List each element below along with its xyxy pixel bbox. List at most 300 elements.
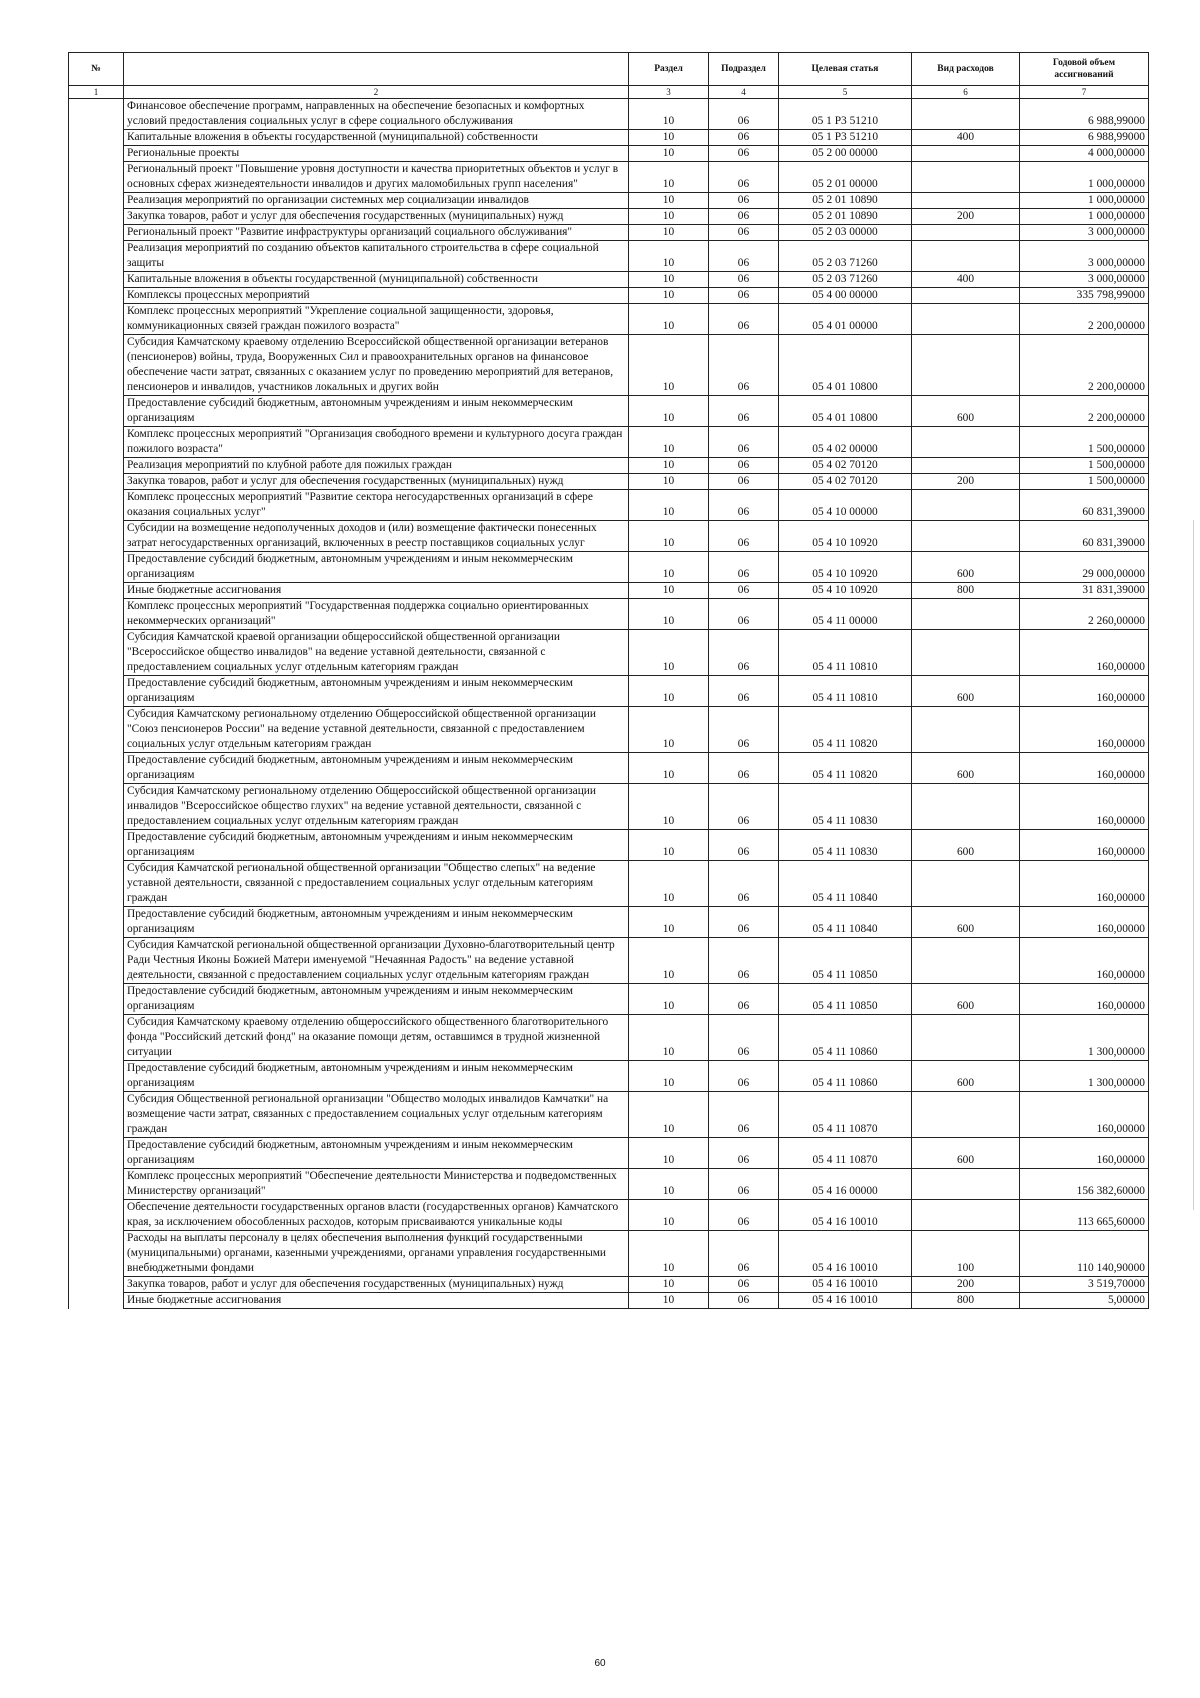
row-razdel: 10 xyxy=(629,1231,709,1277)
row-expense-type xyxy=(912,521,1020,552)
row-target-article: 05 2 03 71260 xyxy=(779,241,912,272)
row-number-cell xyxy=(69,676,124,707)
table-body xyxy=(69,99,1149,1309)
row-number-cell xyxy=(69,552,124,583)
row-razdel: 10 xyxy=(629,784,709,830)
row-name: Субсидия Камчатской краевой организации общероссийской общественной организации "Всероссийское общество инвалидов" на ведение уставной деятельности, связанной с предоставлением социальных услуг отдельным категориям граждан xyxy=(124,630,629,676)
row-annual-amount: 4 000,00000 xyxy=(1020,146,1149,162)
row-annual-amount: 1 300,00000 xyxy=(1020,1061,1149,1092)
row-razdel: 10 xyxy=(629,396,709,427)
row-razdel: 10 xyxy=(629,193,709,209)
row-podrazdel: 06 xyxy=(709,676,779,707)
header-row xyxy=(69,53,1149,86)
row-annual-amount: 160,00000 xyxy=(1020,907,1149,938)
header-number: № xyxy=(69,53,124,86)
row-target-article: 05 4 10 10920 xyxy=(779,521,912,552)
row-razdel: 10 xyxy=(629,521,709,552)
row-number-cell xyxy=(69,1169,124,1200)
row-podrazdel: 06 xyxy=(709,984,779,1015)
table-row xyxy=(69,193,1149,209)
row-annual-amount: 160,00000 xyxy=(1020,707,1149,753)
row-number-cell xyxy=(69,784,124,830)
row-target-article: 05 2 00 00000 xyxy=(779,146,912,162)
row-number-cell xyxy=(69,1092,124,1138)
row-razdel: 10 xyxy=(629,1277,709,1293)
table-row xyxy=(69,272,1149,288)
row-annual-amount: 1 300,00000 xyxy=(1020,1015,1149,1061)
row-name: Субсидии на возмещение недополученных доходов и (или) возмещение фактически понесенных затрат негосударственных организаций, включенных в реестр поставщиков социальных услуг xyxy=(124,521,629,552)
row-expense-type xyxy=(912,162,1020,193)
row-annual-amount: 160,00000 xyxy=(1020,1092,1149,1138)
row-expense-type: 200 xyxy=(912,209,1020,225)
row-number-cell xyxy=(69,599,124,630)
row-expense-type xyxy=(912,490,1020,521)
header-index: 3 xyxy=(629,86,709,99)
row-razdel: 10 xyxy=(629,99,709,130)
row-podrazdel: 06 xyxy=(709,1092,779,1138)
table-row xyxy=(69,396,1149,427)
table-row xyxy=(69,753,1149,784)
table-row xyxy=(69,552,1149,583)
row-annual-amount: 5,00000 xyxy=(1020,1293,1149,1309)
row-annual-amount: 110 140,90000 xyxy=(1020,1231,1149,1277)
row-podrazdel: 06 xyxy=(709,458,779,474)
row-number-cell xyxy=(69,938,124,984)
row-podrazdel: 06 xyxy=(709,1277,779,1293)
header-index: 5 xyxy=(779,86,912,99)
row-name: Комплекс процессных мероприятий "Развитие сектора негосударственных организаций в сфере оказания социальных услуг" xyxy=(124,490,629,521)
row-razdel: 10 xyxy=(629,552,709,583)
row-annual-amount: 2 260,00000 xyxy=(1020,599,1149,630)
row-number-cell xyxy=(69,304,124,335)
row-expense-type xyxy=(912,630,1020,676)
row-razdel: 10 xyxy=(629,1293,709,1309)
row-name: Субсидия Камчатской региональной общественной организации "Общество слепых" на ведение уставной деятельности, связанной с предоставлением социальных услуг отдельным категориям граждан xyxy=(124,861,629,907)
row-annual-amount: 335 798,99000 xyxy=(1020,288,1149,304)
row-annual-amount: 60 831,39000 xyxy=(1020,490,1149,521)
row-name: Региональный проект "Повышение уровня доступности и качества приоритетных объектов и услуг в основных сферах жизнедеятельности инвалидов и других маломобильных групп населения" xyxy=(124,162,629,193)
row-number-cell xyxy=(69,162,124,193)
table-row xyxy=(69,1169,1149,1200)
row-target-article: 05 4 01 10800 xyxy=(779,396,912,427)
row-number-cell xyxy=(69,521,124,552)
row-expense-type xyxy=(912,427,1020,458)
row-name: Иные бюджетные ассигнования xyxy=(124,1293,629,1309)
header-sum: Годовой объем ассигнований xyxy=(1020,53,1149,86)
table-row xyxy=(69,938,1149,984)
row-razdel: 10 xyxy=(629,288,709,304)
row-expense-type xyxy=(912,784,1020,830)
row-podrazdel: 06 xyxy=(709,193,779,209)
row-razdel: 10 xyxy=(629,676,709,707)
table-row xyxy=(69,1061,1149,1092)
row-podrazdel: 06 xyxy=(709,1169,779,1200)
row-annual-amount: 3 000,00000 xyxy=(1020,241,1149,272)
row-podrazdel: 06 xyxy=(709,474,779,490)
row-annual-amount: 2 200,00000 xyxy=(1020,304,1149,335)
row-target-article: 05 4 11 10810 xyxy=(779,676,912,707)
row-name: Комплекс процессных мероприятий "Организация свободного времени и культурного досуга граждан пожилого возраста" xyxy=(124,427,629,458)
row-name: Комплекс процессных мероприятий "Государственная поддержка социально ориентированных некоммерческих организаций" xyxy=(124,599,629,630)
row-razdel: 10 xyxy=(629,490,709,521)
row-expense-type xyxy=(912,304,1020,335)
table-row xyxy=(69,427,1149,458)
table-row xyxy=(69,304,1149,335)
row-expense-type xyxy=(912,99,1020,130)
row-name: Закупка товаров, работ и услуг для обеспечения государственных (муниципальных) нужд xyxy=(124,1277,629,1293)
row-target-article: 05 4 16 10010 xyxy=(779,1231,912,1277)
row-annual-amount: 160,00000 xyxy=(1020,630,1149,676)
row-target-article: 05 4 11 10850 xyxy=(779,938,912,984)
row-name: Реализация мероприятий по клубной работе для пожилых граждан xyxy=(124,458,629,474)
row-number-cell xyxy=(69,1200,124,1231)
row-annual-amount: 1 000,00000 xyxy=(1020,193,1149,209)
row-name: Предоставление субсидий бюджетным, автономным учреждениям и иным некоммерческим организациям xyxy=(124,552,629,583)
table-row xyxy=(69,490,1149,521)
row-annual-amount: 3 519,70000 xyxy=(1020,1277,1149,1293)
row-annual-amount: 60 831,39000 xyxy=(1020,521,1149,552)
row-target-article: 05 4 11 10820 xyxy=(779,707,912,753)
row-target-article: 05 4 16 10010 xyxy=(779,1277,912,1293)
row-name: Предоставление субсидий бюджетным, автономным учреждениям и иным некоммерческим организациям xyxy=(124,676,629,707)
row-annual-amount: 1 500,00000 xyxy=(1020,427,1149,458)
row-name: Предоставление субсидий бюджетным, автономным учреждениям и иным некоммерческим организациям xyxy=(124,1138,629,1169)
header-target: Целевая статья xyxy=(779,53,912,86)
row-annual-amount: 113 665,60000 xyxy=(1020,1200,1149,1231)
table-row xyxy=(69,1138,1149,1169)
row-target-article: 05 4 02 00000 xyxy=(779,427,912,458)
row-name: Закупка товаров, работ и услуг для обеспечения государственных (муниципальных) нужд xyxy=(124,209,629,225)
row-name: Комплекс процессных мероприятий "Укрепление социальной защищенности, здоровья, коммуникационных связей граждан пожилого возраста" xyxy=(124,304,629,335)
row-expense-type: 600 xyxy=(912,1138,1020,1169)
row-podrazdel: 06 xyxy=(709,583,779,599)
row-razdel: 10 xyxy=(629,272,709,288)
row-target-article: 05 4 11 10840 xyxy=(779,861,912,907)
row-expense-type xyxy=(912,288,1020,304)
table-row xyxy=(69,146,1149,162)
row-name: Региональные проекты xyxy=(124,146,629,162)
row-target-article: 05 4 11 10830 xyxy=(779,830,912,861)
row-name: Предоставление субсидий бюджетным, автономным учреждениям и иным некоммерческим организациям xyxy=(124,984,629,1015)
row-target-article: 05 4 10 00000 xyxy=(779,490,912,521)
row-podrazdel: 06 xyxy=(709,427,779,458)
row-name: Предоставление субсидий бюджетным, автономным учреждениям и иным некоммерческим организациям xyxy=(124,753,629,784)
row-podrazdel: 06 xyxy=(709,1138,779,1169)
row-razdel: 10 xyxy=(629,209,709,225)
row-annual-amount: 160,00000 xyxy=(1020,784,1149,830)
row-name: Обеспечение деятельности государственных органов власти (государственных органов) Камчатского края, за исключением обособленных расходов, которым присваиваются уникальные коды xyxy=(124,1200,629,1231)
row-podrazdel: 06 xyxy=(709,938,779,984)
row-annual-amount: 160,00000 xyxy=(1020,676,1149,707)
row-razdel: 10 xyxy=(629,241,709,272)
row-expense-type xyxy=(912,146,1020,162)
row-name: Комплекс процессных мероприятий "Обеспечение деятельности Министерства и подведомственных Министерству организаций" xyxy=(124,1169,629,1200)
page-number: 60 xyxy=(594,1658,606,1669)
row-razdel: 10 xyxy=(629,1092,709,1138)
row-number-cell xyxy=(69,830,124,861)
row-expense-type: 600 xyxy=(912,753,1020,784)
table-row xyxy=(69,830,1149,861)
row-name: Субсидия Камчатскому краевому отделению Всероссийской общественной организации ветеранов (пенсионеров) войны, труда, Вооруженных Сил и правоохранительных органов на финансовое обеспечение части затрат, связанных с оказанием услуг по проведению мероприятий для ветеранов, пенсионеров и инвалидов, участников локальных и других войн xyxy=(124,335,629,396)
row-razdel: 10 xyxy=(629,427,709,458)
row-podrazdel: 06 xyxy=(709,753,779,784)
row-name: Предоставление субсидий бюджетным, автономным учреждениям и иным некоммерческим организациям xyxy=(124,396,629,427)
row-name: Расходы на выплаты персоналу в целях обеспечения выполнения функций государственными (муниципальными) органами, казенными учреждениями, органами управления государственными внебюджетными фондами xyxy=(124,1231,629,1277)
row-expense-type xyxy=(912,335,1020,396)
row-number-cell xyxy=(69,630,124,676)
row-razdel: 10 xyxy=(629,304,709,335)
row-number-cell xyxy=(69,474,124,490)
row-number-cell xyxy=(69,99,124,130)
row-number-cell xyxy=(69,753,124,784)
row-target-article: 05 4 11 10850 xyxy=(779,984,912,1015)
table-row xyxy=(69,209,1149,225)
row-number-cell xyxy=(69,1231,124,1277)
row-razdel: 10 xyxy=(629,753,709,784)
row-number-cell xyxy=(69,241,124,272)
row-number-cell xyxy=(69,1138,124,1169)
row-expense-type: 600 xyxy=(912,552,1020,583)
row-podrazdel: 06 xyxy=(709,1231,779,1277)
row-name: Иные бюджетные ассигнования xyxy=(124,583,629,599)
table-row xyxy=(69,599,1149,630)
row-target-article: 05 4 01 00000 xyxy=(779,304,912,335)
row-podrazdel: 06 xyxy=(709,1015,779,1061)
row-podrazdel: 06 xyxy=(709,630,779,676)
header-index: 2 xyxy=(124,86,629,99)
row-target-article: 05 1 P3 51210 xyxy=(779,99,912,130)
row-target-article: 05 4 11 10840 xyxy=(779,907,912,938)
table-row xyxy=(69,984,1149,1015)
row-name: Реализация мероприятий по организации системных мер социализации инвалидов xyxy=(124,193,629,209)
row-number-cell xyxy=(69,209,124,225)
row-expense-type xyxy=(912,707,1020,753)
row-number-cell xyxy=(69,583,124,599)
row-expense-type xyxy=(912,241,1020,272)
row-podrazdel: 06 xyxy=(709,288,779,304)
row-annual-amount: 3 000,00000 xyxy=(1020,272,1149,288)
row-razdel: 10 xyxy=(629,1138,709,1169)
table-row xyxy=(69,521,1149,552)
row-razdel: 10 xyxy=(629,830,709,861)
table-row xyxy=(69,241,1149,272)
header-razdel: Раздел xyxy=(629,53,709,86)
row-target-article: 05 4 02 70120 xyxy=(779,458,912,474)
row-target-article: 05 2 01 10890 xyxy=(779,209,912,225)
table-row xyxy=(69,707,1149,753)
row-name: Предоставление субсидий бюджетным, автономным учреждениям и иным некоммерческим организациям xyxy=(124,1061,629,1092)
row-podrazdel: 06 xyxy=(709,907,779,938)
row-razdel: 10 xyxy=(629,335,709,396)
budget-table xyxy=(68,52,1149,1309)
row-razdel: 10 xyxy=(629,707,709,753)
table-row xyxy=(69,225,1149,241)
row-name: Закупка товаров, работ и услуг для обеспечения государственных (муниципальных) нужд xyxy=(124,474,629,490)
row-expense-type: 200 xyxy=(912,1277,1020,1293)
row-expense-type xyxy=(912,599,1020,630)
row-target-article: 05 2 03 00000 xyxy=(779,225,912,241)
row-name: Субсидия Камчатскому региональному отделению Общероссийской общественной организации "Союз пенсионеров России" на ведение уставной деятельности, связанной с предоставлением социальных услуг отдельным категориям граждан xyxy=(124,707,629,753)
row-podrazdel: 06 xyxy=(709,272,779,288)
row-name: Субсидия Камчатскому краевому отделению общероссийского общественного благотворительного фонда "Российский детский фонд" на оказание помощи детям, оставшимся в трудной жизненной ситуации xyxy=(124,1015,629,1061)
row-annual-amount: 1 000,00000 xyxy=(1020,162,1149,193)
header-podrazdel: Подраздел xyxy=(709,53,779,86)
row-podrazdel: 06 xyxy=(709,130,779,146)
row-number-cell xyxy=(69,1293,124,1309)
row-expense-type xyxy=(912,1015,1020,1061)
header-index: 4 xyxy=(709,86,779,99)
row-name: Предоставление субсидий бюджетным, автономным учреждениям и иным некоммерческим организациям xyxy=(124,830,629,861)
row-annual-amount: 1 500,00000 xyxy=(1020,474,1149,490)
row-podrazdel: 06 xyxy=(709,335,779,396)
row-target-article: 05 4 00 00000 xyxy=(779,288,912,304)
row-annual-amount: 160,00000 xyxy=(1020,861,1149,907)
row-annual-amount: 3 000,00000 xyxy=(1020,225,1149,241)
row-podrazdel: 06 xyxy=(709,209,779,225)
row-number-cell xyxy=(69,146,124,162)
table-row xyxy=(69,1092,1149,1138)
row-number-cell xyxy=(69,272,124,288)
row-name: Капитальные вложения в объекты государственной (муниципальной) собственности xyxy=(124,272,629,288)
row-podrazdel: 06 xyxy=(709,225,779,241)
row-podrazdel: 06 xyxy=(709,304,779,335)
row-podrazdel: 06 xyxy=(709,707,779,753)
row-razdel: 10 xyxy=(629,938,709,984)
table-row xyxy=(69,474,1149,490)
row-target-article: 05 4 01 10800 xyxy=(779,335,912,396)
header-numbering-row xyxy=(69,86,1149,99)
row-expense-type xyxy=(912,1200,1020,1231)
table-row xyxy=(69,630,1149,676)
row-podrazdel: 06 xyxy=(709,784,779,830)
row-number-cell xyxy=(69,225,124,241)
row-number-cell xyxy=(69,1061,124,1092)
row-podrazdel: 06 xyxy=(709,1061,779,1092)
row-name: Субсидия Камчатской региональной общественной организации Духовно-благотворительный центр Ради Честныя Иконы Божией Матери именуемой "Нечаянная Радость" на ведение уставной деятельности, связанной с предоставлением социальных услуг отдельным категориям граждан xyxy=(124,938,629,984)
row-podrazdel: 06 xyxy=(709,552,779,583)
row-number-cell xyxy=(69,458,124,474)
table-row xyxy=(69,861,1149,907)
row-podrazdel: 06 xyxy=(709,162,779,193)
table-row xyxy=(69,1015,1149,1061)
row-target-article: 05 4 11 10860 xyxy=(779,1015,912,1061)
row-expense-type: 800 xyxy=(912,1293,1020,1309)
row-razdel: 10 xyxy=(629,583,709,599)
row-target-article: 05 2 01 10890 xyxy=(779,193,912,209)
row-target-article: 05 4 11 10870 xyxy=(779,1138,912,1169)
row-expense-type: 400 xyxy=(912,272,1020,288)
row-annual-amount: 6 988,99000 xyxy=(1020,130,1149,146)
table-row xyxy=(69,583,1149,599)
row-razdel: 10 xyxy=(629,630,709,676)
row-target-article: 05 4 11 10830 xyxy=(779,784,912,830)
row-expense-type: 600 xyxy=(912,984,1020,1015)
header-index: 6 xyxy=(912,86,1020,99)
row-expense-type xyxy=(912,193,1020,209)
row-annual-amount: 2 200,00000 xyxy=(1020,335,1149,396)
row-expense-type xyxy=(912,458,1020,474)
row-razdel: 10 xyxy=(629,458,709,474)
row-target-article: 05 4 02 70120 xyxy=(779,474,912,490)
row-name: Реализация мероприятий по созданию объектов капитального строительства в сфере социальной защиты xyxy=(124,241,629,272)
row-number-cell xyxy=(69,288,124,304)
row-number-cell xyxy=(69,130,124,146)
scan-edge-mark xyxy=(1193,520,1194,1210)
row-razdel: 10 xyxy=(629,146,709,162)
row-annual-amount: 6 988,99000 xyxy=(1020,99,1149,130)
row-target-article: 05 2 03 71260 xyxy=(779,272,912,288)
table-row xyxy=(69,288,1149,304)
row-podrazdel: 06 xyxy=(709,146,779,162)
row-target-article: 05 4 16 10010 xyxy=(779,1293,912,1309)
row-number-cell xyxy=(69,1015,124,1061)
row-number-cell xyxy=(69,1277,124,1293)
row-name: Субсидия Общественной региональной организации "Общество молодых инвалидов Камчатки" на возмещение части затрат, связанных с предоставлением социальных услуг отдельным категориям граждан xyxy=(124,1092,629,1138)
row-expense-type: 200 xyxy=(912,474,1020,490)
table-row xyxy=(69,335,1149,396)
row-podrazdel: 06 xyxy=(709,490,779,521)
row-razdel: 10 xyxy=(629,474,709,490)
row-podrazdel: 06 xyxy=(709,521,779,552)
row-annual-amount: 1 000,00000 xyxy=(1020,209,1149,225)
table-row xyxy=(69,1231,1149,1277)
header-index: 1 xyxy=(69,86,124,99)
row-target-article: 05 4 16 00000 xyxy=(779,1169,912,1200)
row-expense-type xyxy=(912,1169,1020,1200)
row-razdel: 10 xyxy=(629,599,709,630)
table-row xyxy=(69,99,1149,130)
table-row xyxy=(69,1277,1149,1293)
row-number-cell xyxy=(69,193,124,209)
row-target-article: 05 4 11 10820 xyxy=(779,753,912,784)
row-target-article: 05 4 16 10010 xyxy=(779,1200,912,1231)
row-annual-amount: 160,00000 xyxy=(1020,830,1149,861)
row-razdel: 10 xyxy=(629,861,709,907)
row-expense-type: 600 xyxy=(912,907,1020,938)
row-annual-amount: 160,00000 xyxy=(1020,1138,1149,1169)
row-expense-type xyxy=(912,225,1020,241)
row-name: Региональный проект "Развитие инфраструктуры организаций социального обслуживания" xyxy=(124,225,629,241)
row-podrazdel: 06 xyxy=(709,241,779,272)
row-number-cell xyxy=(69,490,124,521)
row-podrazdel: 06 xyxy=(709,599,779,630)
row-annual-amount: 160,00000 xyxy=(1020,753,1149,784)
row-target-article: 05 4 10 10920 xyxy=(779,583,912,599)
row-podrazdel: 06 xyxy=(709,99,779,130)
row-razdel: 10 xyxy=(629,1169,709,1200)
row-razdel: 10 xyxy=(629,1200,709,1231)
row-target-article: 05 1 P3 51210 xyxy=(779,130,912,146)
header-vid: Вид расходов xyxy=(912,53,1020,86)
row-expense-type: 100 xyxy=(912,1231,1020,1277)
row-razdel: 10 xyxy=(629,1061,709,1092)
table-row xyxy=(69,784,1149,830)
header-name xyxy=(124,53,629,86)
row-podrazdel: 06 xyxy=(709,1200,779,1231)
row-target-article: 05 4 11 10870 xyxy=(779,1092,912,1138)
table-row xyxy=(69,1200,1149,1231)
table-row xyxy=(69,907,1149,938)
header-index: 7 xyxy=(1020,86,1149,99)
row-annual-amount: 29 000,00000 xyxy=(1020,552,1149,583)
row-target-article: 05 4 10 10920 xyxy=(779,552,912,583)
row-razdel: 10 xyxy=(629,1015,709,1061)
table-row xyxy=(69,162,1149,193)
row-podrazdel: 06 xyxy=(709,861,779,907)
row-target-article: 05 2 01 00000 xyxy=(779,162,912,193)
row-target-article: 05 4 11 00000 xyxy=(779,599,912,630)
row-annual-amount: 2 200,00000 xyxy=(1020,396,1149,427)
